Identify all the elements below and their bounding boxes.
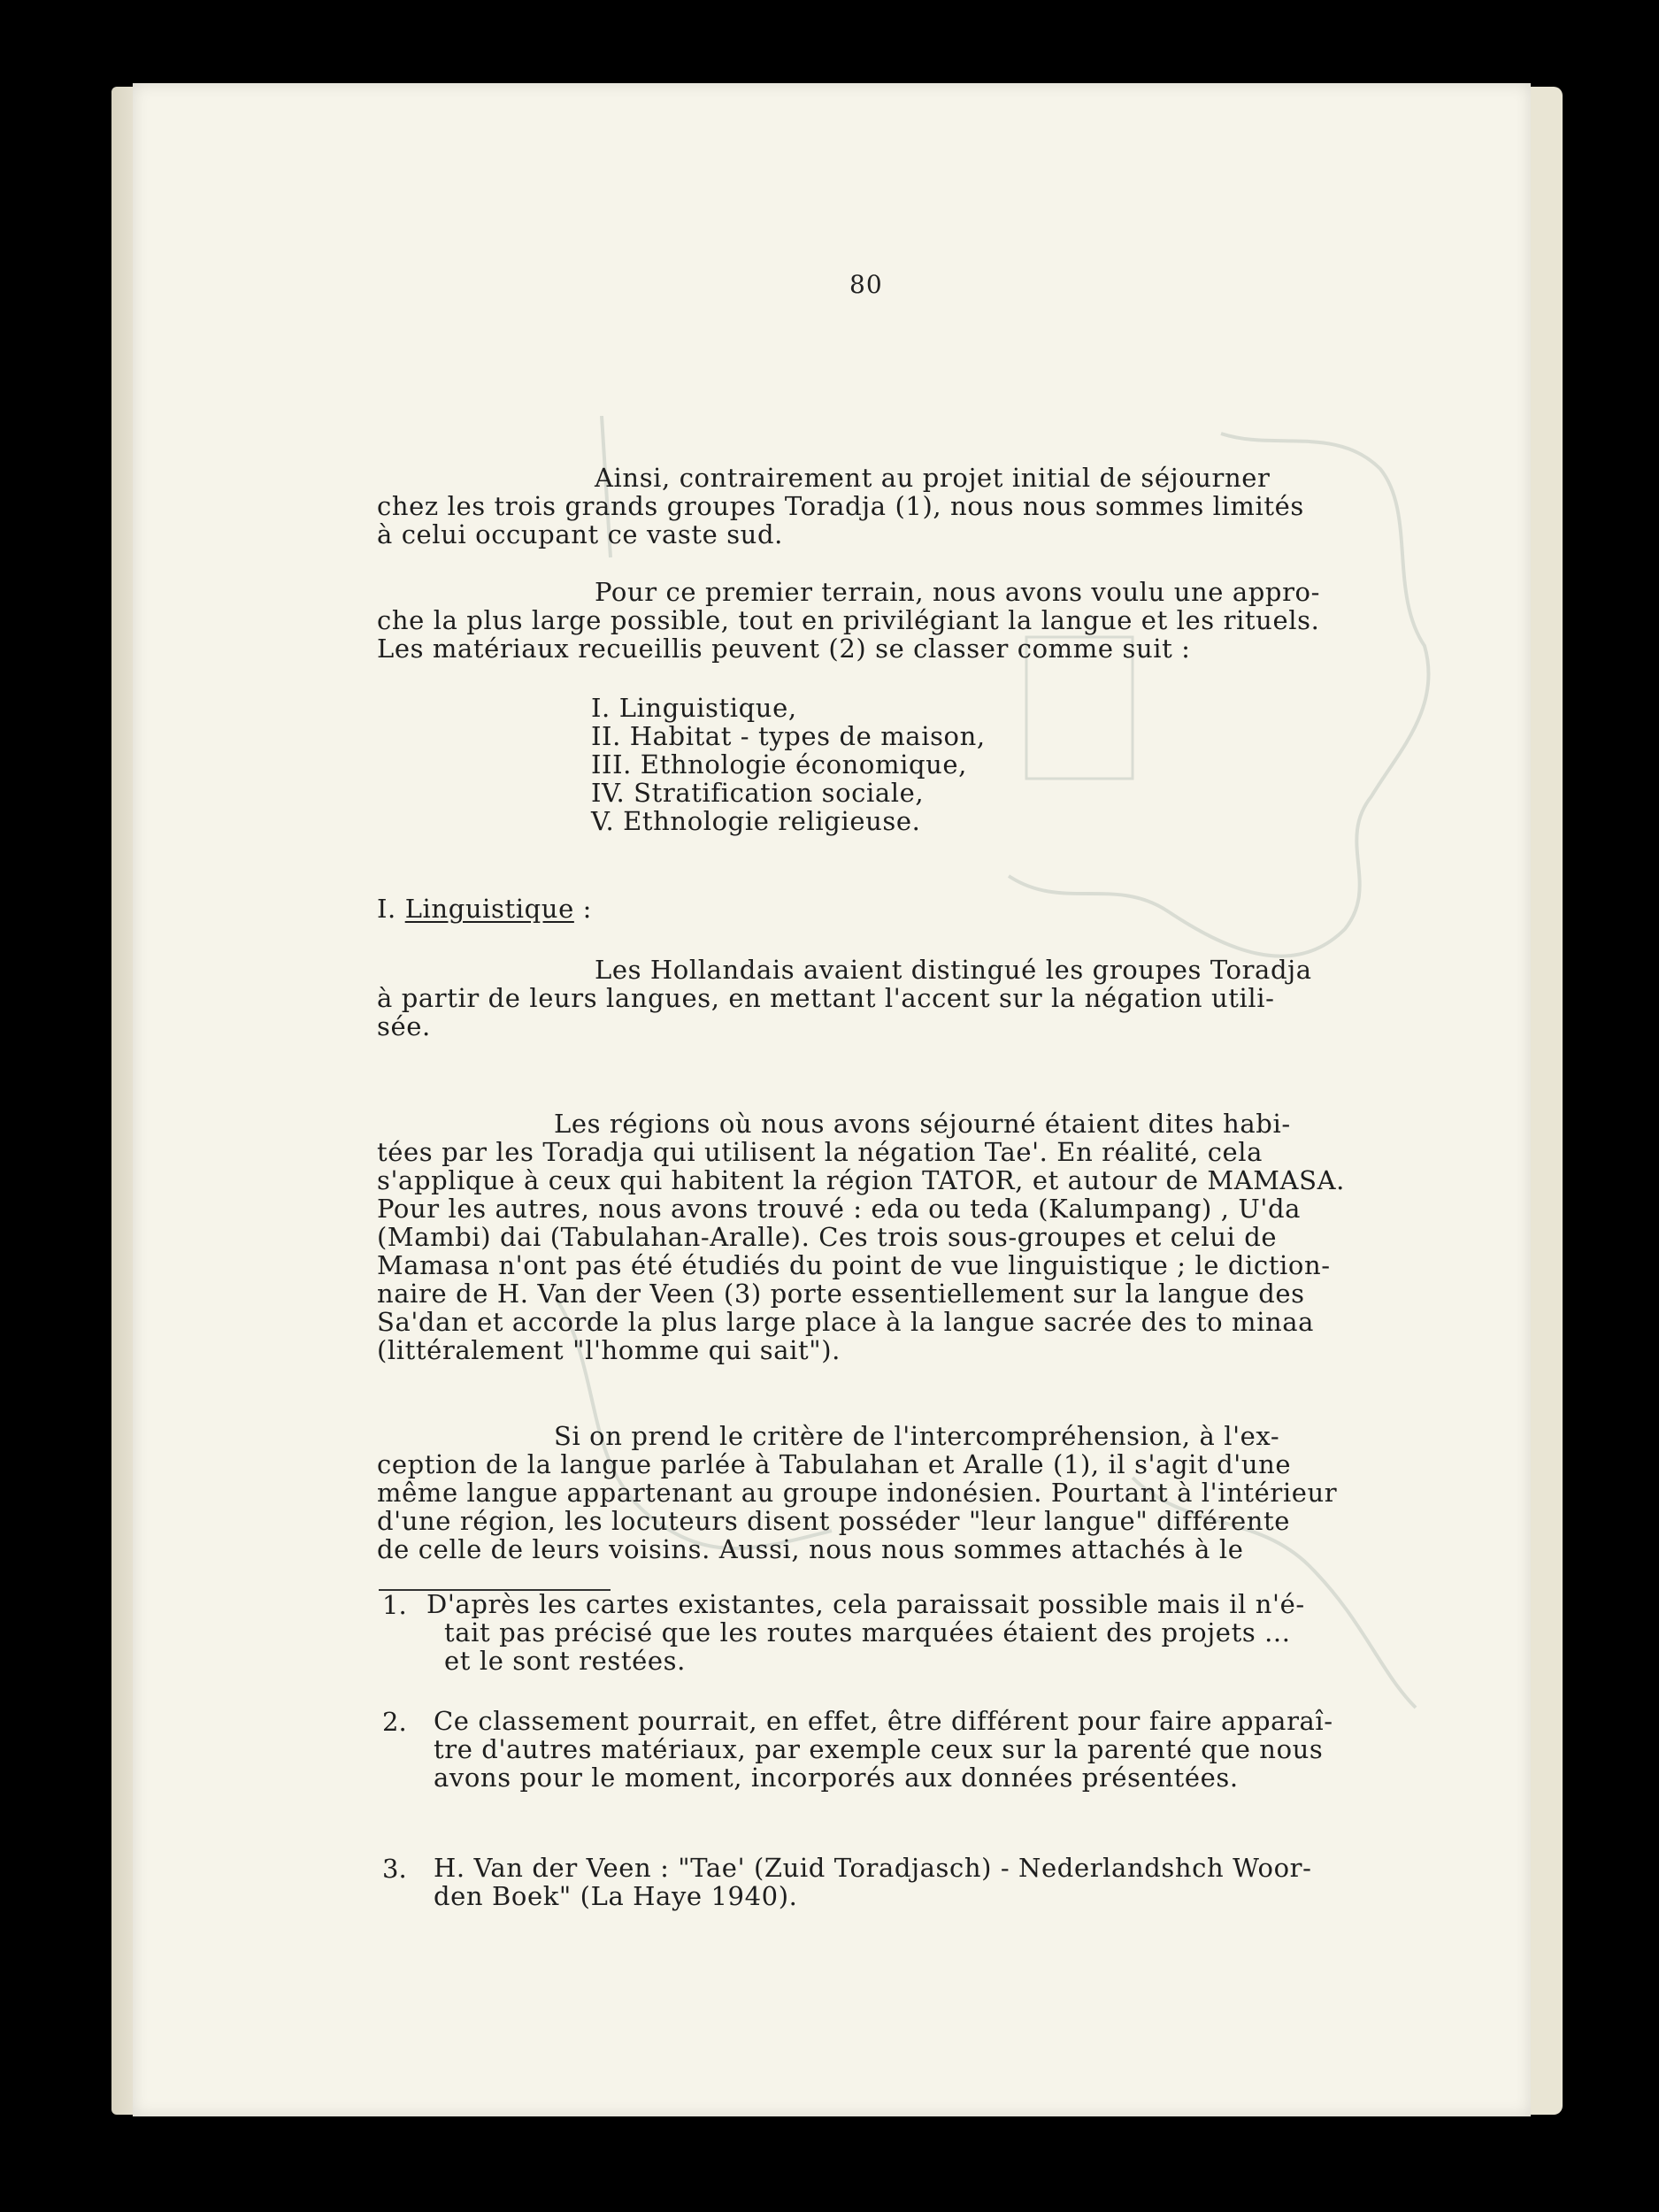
section-title: Linguistique (404, 894, 574, 924)
list-item: III. Ethnologie économique, (591, 749, 967, 780)
p1-line-2: chez les trois grands groupes Toradja (1), nous nous sommes limités (377, 491, 1304, 521)
p5-line-3: même langue appartenant au groupe indonésien. Pourtant à l'intérieur (377, 1478, 1338, 1508)
p1-line-3: à celui occupant ce vaste sud. (377, 519, 783, 549)
p4-line-7: naire de H. Van der Veen (3) porte essentiellement sur la langue des (377, 1279, 1305, 1309)
p3-line-3: sée. (377, 1011, 431, 1041)
p4-line-2: tées par les Toradja qui utilisent la négation Tae'. En réalité, cela (377, 1137, 1263, 1167)
list-item: V. Ethnologie religieuse. (591, 806, 921, 836)
p2-line-1: Pour ce premier terrain, nous avons voulu une appro- (595, 577, 1320, 607)
p5-line-5: de celle de leurs voisins. Aussi, nous nous sommes attachés à le (377, 1534, 1244, 1564)
footnote-number: 2. (382, 1707, 407, 1737)
footnote-number: 3. (382, 1854, 407, 1884)
list-item: II. Habitat - types de maison, (591, 721, 986, 751)
footnote-1-line-3: et le sont restées. (444, 1646, 686, 1676)
footnote-3-line-1: H. Van der Veen : "Tae' (Zuid Toradjasch) - Nederlandshch Woor- (434, 1853, 1312, 1883)
p4-line-9: (littéralement "l'homme qui sait"). (377, 1335, 841, 1365)
p4-line-1: Les régions où nous avons séjourné étaient dites habi- (554, 1109, 1291, 1139)
footnote-1-line-2: tait pas précisé que les routes marquées étaient des projets ... (444, 1617, 1291, 1647)
p5-line-2: ception de la langue parlée à Tabulahan et Aralle (1), il s'agit d'une (377, 1449, 1292, 1479)
list-item: IV. Stratification sociale, (591, 778, 925, 808)
footnote-2-line-3: avons pour le moment, incorporés aux données présentées. (434, 1763, 1239, 1793)
p4-line-5: (Mambi) dai (Tabulahan-Aralle). Ces trois sous-groupes et celui de (377, 1222, 1278, 1252)
section-number: I. (377, 894, 396, 924)
footnote-number: 1. (382, 1590, 407, 1620)
p4-line-6: Mamasa n'ont pas été étudiés du point de vue linguistique ; le diction- (377, 1250, 1331, 1280)
p4-line-3: s'applique à ceux qui habitent la région TATOR, et autour de MAMASA. (377, 1165, 1345, 1195)
footnote-3-line-2: den Boek" (La Haye 1940). (434, 1881, 798, 1911)
page-number: 80 (849, 270, 883, 299)
p4-line-8: Sa'dan et accorde la plus large place à la langue sacrée des to minaa (377, 1307, 1315, 1337)
p4-line-4: Pour les autres, nous avons trouvé : eda ou teda (Kalumpang) , U'da (377, 1194, 1302, 1224)
footnote-1-line-1: D'après les cartes existantes, cela paraissait possible mais il n'é- (426, 1589, 1305, 1619)
footnote-2-line-1: Ce classement pourrait, en effet, être différent pour faire apparaî- (434, 1706, 1333, 1736)
section-heading (377, 895, 592, 923)
footnote-2-line-2: tre d'autres matériaux, par exemple ceux sur la parenté que nous (434, 1734, 1324, 1764)
p5-line-1: Si on prend le critère de l'intercompréhension, à l'ex- (554, 1421, 1280, 1451)
p2-line-3: Les matériaux recueillis peuvent (2) se classer comme suit : (377, 634, 1191, 664)
p2-line-2: che la plus large possible, tout en privilégiant la langue et les rituels. (377, 605, 1320, 635)
p1-line-1: Ainsi, contrairement au projet initial de séjourner (595, 463, 1271, 493)
p5-line-4: d'une région, les locuteurs disent posséder "leur langue" différente (377, 1506, 1291, 1536)
p3-line-1: Les Hollandais avaient distingué les groupes Toradja (595, 955, 1312, 985)
section-colon: : (573, 894, 593, 924)
list-item: I. Linguistique, (591, 693, 797, 723)
p3-line-2: à partir de leurs langues, en mettant l'accent sur la négation utili- (377, 983, 1275, 1013)
